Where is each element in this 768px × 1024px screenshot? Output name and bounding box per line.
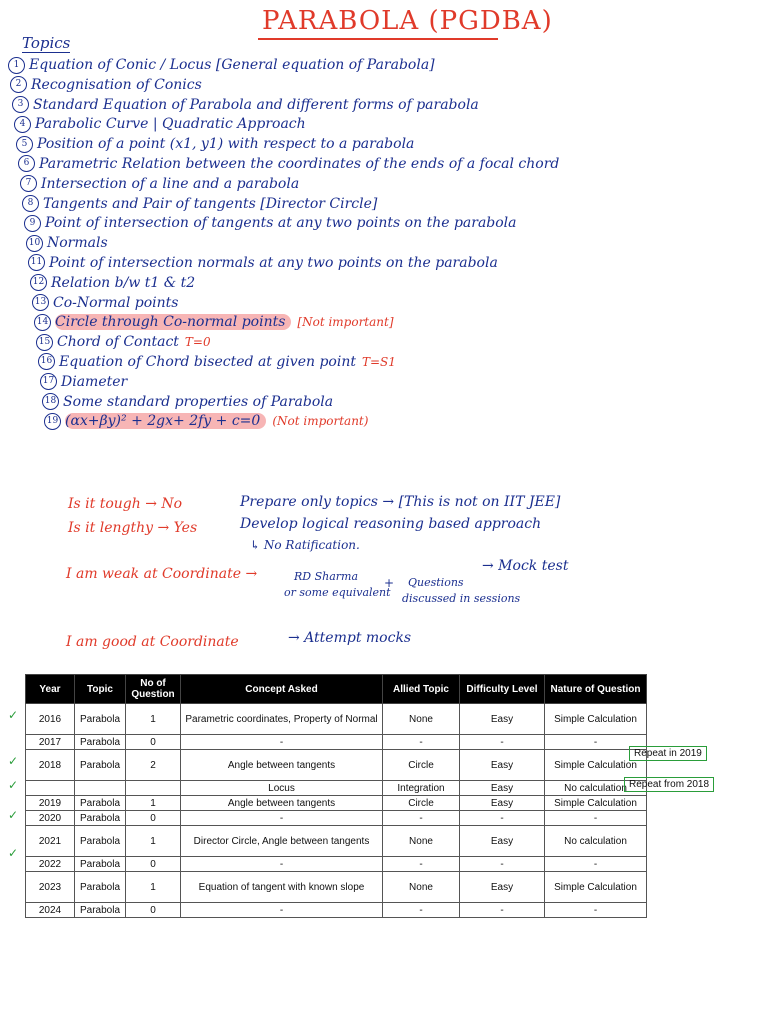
cell-difficulty: Easy	[460, 750, 545, 781]
cell-difficulty: -	[460, 811, 545, 826]
topic-number: 3	[12, 96, 29, 113]
topic-number: 12	[30, 274, 47, 291]
note-weak-equivalent: or some equivalent	[284, 586, 391, 599]
header-allied-topic: Allied Topic	[383, 675, 460, 704]
cell-nature: -	[545, 811, 647, 826]
cell-allied-topic: -	[383, 857, 460, 872]
cell-concept: Angle between tangents	[181, 750, 383, 781]
cell-topic: Parabola	[75, 872, 126, 903]
cell-topic: Parabola	[75, 750, 126, 781]
header-concept-asked: Concept Asked	[181, 675, 383, 704]
cell-topic: Parabola	[75, 811, 126, 826]
cell-allied-topic: Circle	[383, 750, 460, 781]
header-year: Year	[26, 675, 75, 704]
cell-allied-topic: Circle	[383, 796, 460, 811]
topic-number: 2	[10, 76, 27, 93]
cell-no-of-question: 1	[126, 872, 181, 903]
topic-text: Normals	[47, 235, 108, 252]
note-discussed: discussed in sessions	[402, 592, 521, 605]
cell-topic: Parabola	[75, 857, 126, 872]
cell-no-of-question: 0	[126, 811, 181, 826]
topic-number: 6	[18, 155, 35, 172]
cell-nature: -	[545, 735, 647, 750]
topic-item	[8, 56, 559, 76]
topic-number: 8	[22, 195, 39, 212]
cell-concept: -	[181, 903, 383, 918]
cell-no-of-question: 0	[126, 735, 181, 750]
cell-nature: Simple Calculation	[545, 872, 647, 903]
topic-text: Tangents and Pair of tangents [Director Circle]	[43, 195, 378, 212]
cell-concept: -	[181, 857, 383, 872]
cell-difficulty: -	[460, 857, 545, 872]
table-row	[26, 735, 647, 750]
page-title: PARABOLA (PGDBA)	[262, 6, 553, 36]
topic-text: (αx+βy)² + 2gx+ 2fy + c=0	[65, 413, 266, 429]
cell-difficulty: -	[460, 735, 545, 750]
pyq-table-wrapper	[25, 674, 647, 918]
topic-number: 13	[32, 294, 49, 311]
topic-item	[8, 373, 559, 393]
topic-text: Equation of Conic / Locus [General equation of Parabola]	[29, 57, 435, 73]
check-icon: ✓	[8, 778, 19, 792]
cell-year: 2023	[26, 872, 75, 903]
cell-allied-topic: Integration	[383, 781, 460, 796]
note-questions: Questions	[408, 576, 464, 589]
topic-note: (Not important)	[272, 414, 369, 429]
cell-concept: Locus	[181, 781, 383, 796]
cell-no-of-question: 1	[126, 704, 181, 735]
cell-year: 2021	[26, 826, 75, 857]
topic-text: Recognisation of Conics	[31, 76, 202, 93]
cell-topic	[75, 781, 126, 796]
note-tough: Is it tough → No	[68, 496, 183, 512]
table-row	[26, 872, 647, 903]
topic-text: Circle through Co-normal points	[55, 314, 291, 330]
note-tough-answer: Prepare only topics → [This is not on IIT JEE]	[240, 494, 561, 510]
cell-allied-topic: -	[383, 735, 460, 750]
topic-item	[8, 135, 559, 155]
header-nature-of-question: Nature of Question	[545, 675, 647, 704]
cell-nature: No calculation	[545, 826, 647, 857]
note-good: I am good at Coordinate	[66, 634, 239, 650]
cell-year: 2016	[26, 704, 75, 735]
topic-item	[8, 294, 559, 314]
topic-text: Relation b/w t1 & t2	[51, 274, 196, 291]
note-mock-test: → Mock test	[482, 558, 569, 574]
topic-number: 11	[28, 254, 45, 271]
topics-list	[8, 56, 559, 432]
note-lengthy-answer: Develop logical reasoning based approach	[240, 516, 542, 532]
cell-concept: -	[181, 811, 383, 826]
cell-allied-topic: None	[383, 826, 460, 857]
topic-number: 5	[16, 136, 33, 153]
topic-text: Parabolic Curve | Quadratic Approach	[35, 116, 306, 133]
topic-number: 10	[26, 235, 43, 252]
cell-concept: Director Circle, Angle between tangents	[181, 826, 383, 857]
topic-text: Intersection of a line and a parabola	[41, 175, 300, 192]
cell-difficulty: Easy	[460, 796, 545, 811]
cell-concept: Parametric coordinates, Property of Normal	[181, 704, 383, 735]
cell-year: 2018	[26, 750, 75, 781]
topic-number: 7	[20, 175, 37, 192]
topic-item	[8, 175, 559, 195]
topic-note: T=0	[184, 335, 211, 350]
cell-nature: Simple Calculation	[545, 750, 647, 781]
table-row	[26, 857, 647, 872]
cell-allied-topic: -	[383, 811, 460, 826]
check-icon: ✓	[8, 846, 19, 860]
topic-text: Co-Normal points	[53, 294, 179, 311]
cell-difficulty: Easy	[460, 781, 545, 796]
cell-topic: Parabola	[75, 796, 126, 811]
cell-topic: Parabola	[75, 735, 126, 750]
cell-no-of-question: 1	[126, 826, 181, 857]
topic-item	[8, 333, 559, 353]
header-topic: Topic	[75, 675, 126, 704]
topic-text: Some standard properties of Parabola	[63, 393, 334, 410]
topic-item	[8, 155, 559, 175]
topic-text: Diameter	[61, 373, 128, 390]
cell-allied-topic: None	[383, 704, 460, 735]
topic-text: Position of a point (x1, y1) with respect to a parabola	[37, 136, 415, 153]
topic-note: T=S1	[361, 354, 396, 369]
topic-text: Standard Equation of Parabola and different forms of parabola	[33, 96, 479, 113]
cell-concept: Angle between tangents	[181, 796, 383, 811]
repeat-in-2019-note: Repeat in 2019	[629, 746, 707, 761]
topic-item	[8, 274, 559, 294]
note-weak: I am weak at Coordinate →	[66, 566, 258, 582]
cell-allied-topic: -	[383, 903, 460, 918]
topic-item	[8, 96, 559, 116]
cell-concept: -	[181, 735, 383, 750]
check-icon: ✓	[8, 754, 19, 768]
title-underline	[258, 38, 498, 40]
topic-number: 1	[8, 57, 25, 74]
cell-nature: -	[545, 857, 647, 872]
repeat-from-2018-note: Repeat from 2018	[624, 777, 714, 792]
cell-no-of-question: 1	[126, 796, 181, 811]
topic-number: 14	[34, 314, 51, 331]
topic-number: 9	[24, 215, 41, 232]
cell-topic: Parabola	[75, 903, 126, 918]
note-lengthy: Is it lengthy → Yes	[68, 520, 198, 536]
cell-no-of-question	[126, 781, 181, 796]
cell-year	[26, 781, 75, 796]
table-row	[26, 811, 647, 826]
topic-item	[8, 412, 559, 432]
cell-nature: No calculation	[545, 781, 647, 796]
table-row	[26, 781, 647, 796]
note-good-answer: → Attempt mocks	[288, 630, 412, 646]
cell-nature: Simple Calculation	[545, 796, 647, 811]
topic-text: Point of intersection normals at any two points on the parabola	[49, 254, 498, 271]
cell-no-of-question: 0	[126, 903, 181, 918]
topic-number: 4	[14, 116, 31, 133]
topic-number: 19	[44, 413, 61, 430]
header-no-of-question: No of Question	[126, 675, 181, 704]
note-plus: +	[384, 576, 395, 590]
topic-item	[8, 195, 559, 215]
topic-item	[8, 115, 559, 135]
pyq-table	[25, 674, 647, 918]
table-row	[26, 704, 647, 735]
note-lengthy-answer-2: ↳ No Ratification.	[250, 538, 360, 552]
check-icon: ✓	[8, 808, 19, 822]
cell-no-of-question: 2	[126, 750, 181, 781]
topic-text: Chord of Contact	[57, 334, 179, 351]
topic-number: 15	[36, 334, 53, 351]
topic-item	[8, 76, 559, 96]
topic-item	[8, 254, 559, 274]
cell-difficulty: Easy	[460, 872, 545, 903]
check-icon: ✓	[8, 708, 19, 722]
header-difficulty-level: Difficulty Level	[460, 675, 545, 704]
cell-year: 2024	[26, 903, 75, 918]
cell-allied-topic: None	[383, 872, 460, 903]
topic-number: 17	[40, 373, 57, 390]
cell-no-of-question: 0	[126, 857, 181, 872]
cell-topic: Parabola	[75, 704, 126, 735]
topic-text: Parametric Relation between the coordinates of the ends of a focal chord	[39, 155, 560, 172]
cell-concept: Equation of tangent with known slope	[181, 872, 383, 903]
cell-difficulty: -	[460, 903, 545, 918]
topic-item	[8, 313, 559, 333]
topic-item	[8, 234, 559, 254]
topic-number: 18	[42, 393, 59, 410]
cell-year: 2022	[26, 857, 75, 872]
cell-topic: Parabola	[75, 826, 126, 857]
topic-item	[8, 353, 559, 373]
topic-note: [Not important]	[297, 315, 394, 330]
topic-text: Point of intersection of tangents at any two points on the parabola	[45, 215, 517, 232]
table-row	[26, 796, 647, 811]
topic-number: 16	[38, 353, 55, 370]
topic-item	[8, 393, 559, 413]
cell-year: 2019	[26, 796, 75, 811]
topic-text: Equation of Chord bisected at given point	[59, 353, 356, 370]
topics-heading: Topics	[22, 34, 71, 52]
table-row	[26, 903, 647, 918]
topic-item	[8, 214, 559, 234]
cell-year: 2020	[26, 811, 75, 826]
cell-year: 2017	[26, 735, 75, 750]
cell-nature: -	[545, 903, 647, 918]
table-row	[26, 826, 647, 857]
cell-difficulty: Easy	[460, 826, 545, 857]
note-weak-rd-sharma: RD Sharma	[294, 570, 359, 583]
table-row	[26, 750, 647, 781]
cell-nature: Simple Calculation	[545, 704, 647, 735]
cell-difficulty: Easy	[460, 704, 545, 735]
